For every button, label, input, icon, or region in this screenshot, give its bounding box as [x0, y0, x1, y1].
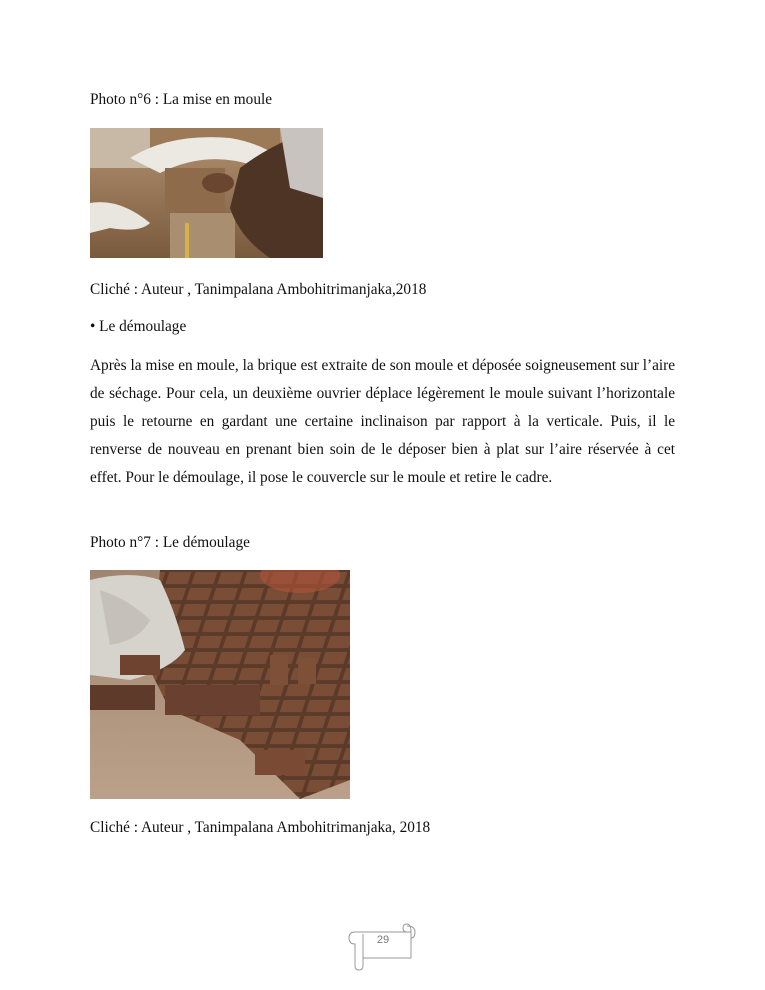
body-paragraph: Après la mise en moule, la brique est extraite de son moule et déposée soigneusement sur l’aire de séchage. Pour cela, un deuxième ouvrier déplace légèrement le moule suivant l’horizontale puis le retourne en gardant une certaine inclinaison par rapport à la verticale. Puis, il le renverse de nouveau en prenant bien soin de le déposer bien à plat sur l’aire réservée à cet effet. Pour le démoulage, il pose le couvercle sur le moule et retire le cadre.: [90, 357, 675, 486]
photo-mise-en-moule: [90, 128, 323, 258]
photo-demoulage: [90, 570, 350, 799]
bullet-demoulage: • Le démoulage: [90, 318, 187, 335]
photo7-caption: Photo n°7 : Le démoulage: [90, 534, 250, 551]
page-number-scroll: [347, 920, 419, 972]
photo6-credit: Cliché : Auteur , Tanimpalana Ambohitrimanjaka,2018: [90, 281, 427, 298]
page-number: 29: [376, 934, 390, 946]
photo7-credit: Cliché : Auteur , Tanimpalana Ambohitrimanjaka, 2018: [90, 819, 431, 836]
scroll-ornament-icon: [347, 920, 419, 972]
photo6-caption: Photo n°6 : La mise en moule: [90, 91, 273, 108]
